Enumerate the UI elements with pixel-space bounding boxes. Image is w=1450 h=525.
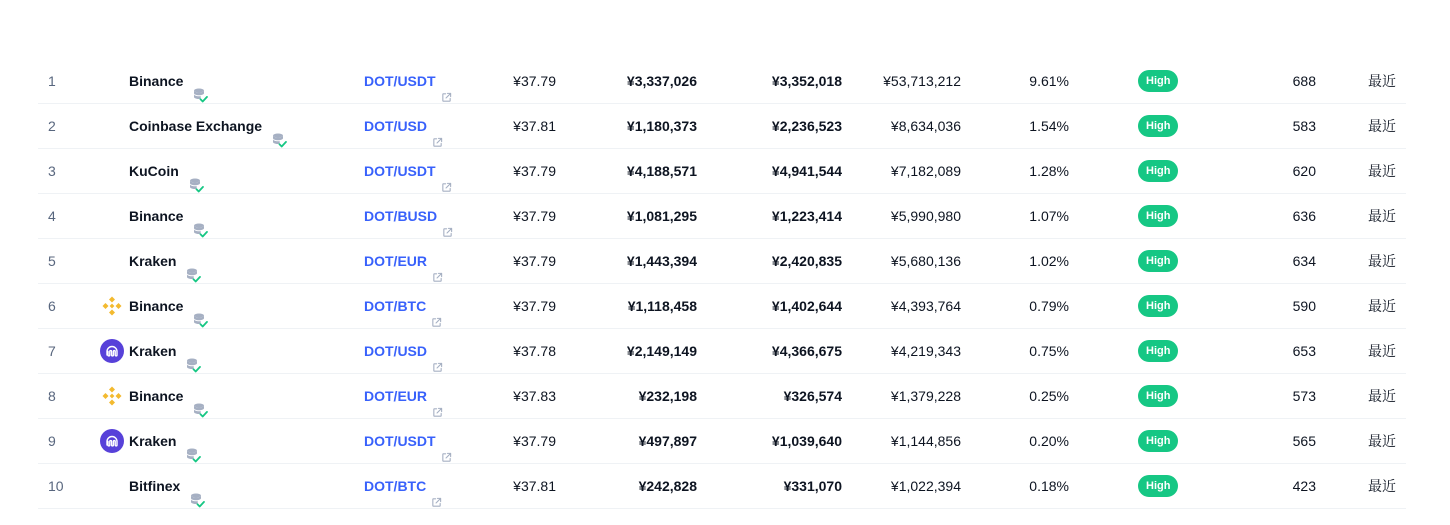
verified-database-icon bbox=[189, 481, 205, 497]
volume-cell: ¥4,219,343 bbox=[890, 343, 961, 359]
verified-database-icon bbox=[185, 256, 201, 272]
verified-database-icon bbox=[185, 436, 201, 452]
price-cell: ¥37.81 bbox=[513, 478, 556, 494]
depth-plus-cell: ¥1,180,373 bbox=[626, 118, 697, 134]
liquidity-score-cell: 565 bbox=[1292, 433, 1316, 449]
volume-cell: ¥4,393,764 bbox=[890, 298, 961, 314]
price-cell: ¥37.83 bbox=[513, 388, 556, 404]
volume-cell: ¥8,634,036 bbox=[890, 118, 961, 134]
external-link-icon[interactable] bbox=[432, 391, 443, 402]
external-link-icon[interactable] bbox=[442, 211, 453, 222]
exchange-name[interactable]: KuCoin bbox=[129, 163, 179, 179]
pair-label[interactable]: DOT/USDT bbox=[364, 73, 436, 89]
confidence-badge[interactable]: High bbox=[1138, 70, 1178, 92]
depth-plus-cell: ¥1,118,458 bbox=[627, 298, 697, 314]
table-row[interactable] bbox=[38, 59, 1406, 104]
rank-cell: 9 bbox=[48, 433, 56, 449]
exchange-link[interactable] bbox=[129, 374, 208, 418]
confidence-badge[interactable]: High bbox=[1138, 295, 1178, 317]
pair-link[interactable] bbox=[364, 284, 442, 328]
price-cell: ¥37.79 bbox=[513, 163, 556, 179]
exchange-name[interactable]: Binance bbox=[129, 208, 184, 224]
exchange-link[interactable] bbox=[129, 329, 201, 373]
exchange-link[interactable] bbox=[129, 464, 205, 508]
depth-plus-cell: ¥4,188,571 bbox=[626, 163, 697, 179]
pair-link[interactable] bbox=[364, 194, 453, 238]
confidence-cell bbox=[1138, 374, 1178, 418]
pair-label[interactable]: DOT/BTC bbox=[364, 478, 427, 494]
price-cell: ¥37.79 bbox=[513, 298, 556, 314]
depth-minus-cell: ¥326,574 bbox=[783, 388, 842, 404]
rank-cell: 3 bbox=[48, 163, 56, 179]
confidence-cell bbox=[1138, 239, 1178, 283]
external-link-icon[interactable] bbox=[441, 436, 452, 447]
exchange-link[interactable] bbox=[129, 149, 204, 193]
confidence-badge[interactable]: High bbox=[1138, 115, 1178, 137]
volume-cell: ¥1,379,228 bbox=[890, 388, 961, 404]
liquidity-score-cell: 583 bbox=[1292, 118, 1316, 134]
depth-plus-cell: ¥497,897 bbox=[638, 433, 697, 449]
liquidity-score-cell: 636 bbox=[1292, 208, 1316, 224]
depth-plus-cell: ¥3,337,026 bbox=[626, 73, 697, 89]
price-cell: ¥37.78 bbox=[513, 343, 556, 359]
confidence-cell bbox=[1138, 194, 1178, 238]
external-link-icon[interactable] bbox=[441, 166, 452, 177]
updated-cell: 最近 bbox=[1368, 298, 1396, 314]
depth-plus-cell: ¥1,443,394 bbox=[626, 253, 697, 269]
volume-cell: ¥7,182,089 bbox=[890, 163, 961, 179]
verified-database-icon bbox=[192, 391, 208, 407]
table-row[interactable] bbox=[38, 464, 1406, 509]
price-cell: ¥37.79 bbox=[513, 253, 556, 269]
volume-share-cell: 0.79% bbox=[1029, 298, 1069, 314]
confidence-badge[interactable]: High bbox=[1138, 385, 1178, 407]
exchange-name[interactable]: Binance bbox=[129, 73, 184, 89]
liquidity-score-cell: 688 bbox=[1292, 73, 1316, 89]
price-cell: ¥37.79 bbox=[513, 73, 556, 89]
depth-minus-cell: ¥3,352,018 bbox=[771, 73, 842, 89]
confidence-badge[interactable]: High bbox=[1138, 205, 1178, 227]
confidence-cell bbox=[1138, 149, 1178, 193]
depth-minus-cell: ¥4,366,675 bbox=[771, 343, 842, 359]
rank-cell: 8 bbox=[48, 388, 56, 404]
rank-cell: 7 bbox=[48, 343, 56, 359]
confidence-badge[interactable]: High bbox=[1138, 340, 1178, 362]
liquidity-score-cell: 423 bbox=[1292, 478, 1316, 494]
kraken-logo-icon bbox=[100, 339, 124, 363]
exchange-link[interactable] bbox=[129, 59, 208, 103]
verified-database-icon bbox=[185, 346, 201, 362]
updated-cell: 最近 bbox=[1368, 163, 1396, 179]
exchange-name[interactable]: Kraken bbox=[129, 433, 177, 449]
pair-link[interactable] bbox=[364, 374, 443, 418]
volume-cell: ¥5,990,980 bbox=[890, 208, 961, 224]
exchange-name[interactable]: Kraken bbox=[129, 253, 177, 269]
depth-minus-cell: ¥331,070 bbox=[783, 478, 842, 494]
exchange-name[interactable]: Binance bbox=[129, 298, 184, 314]
confidence-badge[interactable]: High bbox=[1138, 475, 1178, 497]
volume-share-cell: 1.07% bbox=[1029, 208, 1069, 224]
depth-plus-cell: ¥242,828 bbox=[638, 478, 697, 494]
confidence-badge[interactable]: High bbox=[1138, 160, 1178, 182]
liquidity-score-cell: 573 bbox=[1292, 388, 1316, 404]
liquidity-score-cell: 653 bbox=[1292, 343, 1316, 359]
confidence-cell bbox=[1138, 329, 1178, 373]
volume-share-cell: 1.02% bbox=[1029, 253, 1069, 269]
depth-minus-cell: ¥2,420,835 bbox=[771, 253, 842, 269]
pair-label[interactable]: DOT/BTC bbox=[364, 298, 427, 314]
exchange-link[interactable] bbox=[129, 104, 287, 148]
updated-cell: 最近 bbox=[1368, 433, 1396, 449]
pair-label[interactable]: DOT/EUR bbox=[364, 388, 427, 404]
updated-cell: 最近 bbox=[1368, 73, 1396, 89]
table-row[interactable] bbox=[38, 419, 1406, 464]
confidence-cell bbox=[1138, 419, 1178, 463]
pair-label[interactable]: DOT/EUR bbox=[364, 253, 427, 269]
exchange-link[interactable] bbox=[129, 239, 201, 283]
depth-plus-cell: ¥2,149,149 bbox=[626, 343, 697, 359]
rank-cell: 1 bbox=[48, 73, 56, 89]
liquidity-score-cell: 620 bbox=[1292, 163, 1316, 179]
volume-share-cell: 0.18% bbox=[1029, 478, 1069, 494]
updated-cell: 最近 bbox=[1368, 343, 1396, 359]
volume-share-cell: 1.54% bbox=[1029, 118, 1069, 134]
pair-label[interactable]: DOT/USDT bbox=[364, 433, 436, 449]
depth-plus-cell: ¥1,081,295 bbox=[626, 208, 697, 224]
volume-share-cell: 0.20% bbox=[1029, 433, 1069, 449]
depth-minus-cell: ¥1,223,414 bbox=[771, 208, 842, 224]
exchange-link[interactable] bbox=[129, 194, 208, 238]
exchange-name[interactable]: Bitfinex bbox=[129, 478, 181, 494]
confidence-cell bbox=[1138, 59, 1178, 103]
pair-link[interactable] bbox=[364, 419, 452, 463]
exchange-name[interactable]: Coinbase Exchange bbox=[129, 118, 263, 134]
verified-database-icon bbox=[192, 211, 208, 227]
external-link-icon[interactable] bbox=[432, 256, 443, 267]
table-row[interactable] bbox=[38, 329, 1406, 374]
table-row[interactable] bbox=[38, 284, 1406, 329]
exchange-link[interactable] bbox=[129, 284, 208, 328]
updated-cell: 最近 bbox=[1368, 388, 1396, 404]
pair-label[interactable]: DOT/USD bbox=[364, 118, 427, 134]
confidence-badge[interactable]: High bbox=[1138, 430, 1178, 452]
volume-share-cell: 0.75% bbox=[1029, 343, 1069, 359]
confidence-cell bbox=[1138, 464, 1178, 508]
binance-logo-icon bbox=[100, 294, 124, 318]
pair-link[interactable] bbox=[364, 104, 443, 148]
verified-database-icon bbox=[192, 301, 208, 317]
confidence-badge[interactable]: High bbox=[1138, 250, 1178, 272]
pair-link[interactable] bbox=[364, 59, 452, 103]
table-row[interactable] bbox=[38, 104, 1406, 149]
pair-link[interactable] bbox=[364, 329, 443, 373]
table-row[interactable] bbox=[38, 239, 1406, 284]
depth-plus-cell: ¥232,198 bbox=[638, 388, 697, 404]
verified-database-icon bbox=[188, 166, 204, 182]
table-row[interactable] bbox=[38, 194, 1406, 239]
pair-label[interactable]: DOT/BUSD bbox=[364, 208, 438, 224]
external-link-icon[interactable] bbox=[432, 346, 443, 357]
confidence-cell bbox=[1138, 284, 1178, 328]
volume-share-cell: 0.25% bbox=[1029, 388, 1069, 404]
external-link-icon[interactable] bbox=[431, 301, 442, 312]
volume-cell: ¥5,680,136 bbox=[890, 253, 961, 269]
exchange-name[interactable]: Kraken bbox=[129, 343, 177, 359]
verified-database-icon bbox=[271, 121, 287, 137]
volume-cell: ¥53,713,212 bbox=[883, 73, 961, 89]
rank-cell: 6 bbox=[48, 298, 56, 314]
exchange-name[interactable]: Binance bbox=[129, 388, 184, 404]
volume-cell: ¥1,022,394 bbox=[890, 478, 961, 494]
rank-cell: 10 bbox=[48, 478, 64, 494]
depth-minus-cell: ¥4,941,544 bbox=[771, 163, 842, 179]
price-cell: ¥37.79 bbox=[513, 208, 556, 224]
pair-label[interactable]: DOT/USD bbox=[364, 343, 427, 359]
rank-cell: 5 bbox=[48, 253, 56, 269]
price-cell: ¥37.79 bbox=[513, 433, 556, 449]
verified-database-icon bbox=[192, 76, 208, 92]
binance-logo-icon bbox=[100, 384, 124, 408]
external-link-icon[interactable] bbox=[432, 121, 443, 132]
rank-cell: 2 bbox=[48, 118, 56, 134]
confidence-cell bbox=[1138, 104, 1178, 148]
markets-table bbox=[38, 59, 1406, 509]
price-cell: ¥37.81 bbox=[513, 118, 556, 134]
updated-cell: 最近 bbox=[1368, 208, 1396, 224]
kraken-logo-icon bbox=[100, 429, 124, 453]
volume-share-cell: 1.28% bbox=[1029, 163, 1069, 179]
depth-minus-cell: ¥1,039,640 bbox=[771, 433, 842, 449]
pair-label[interactable]: DOT/USDT bbox=[364, 163, 436, 179]
liquidity-score-cell: 634 bbox=[1292, 253, 1316, 269]
depth-minus-cell: ¥1,402,644 bbox=[771, 298, 842, 314]
pair-link[interactable] bbox=[364, 149, 452, 193]
table-row[interactable] bbox=[38, 374, 1406, 419]
volume-cell: ¥1,144,856 bbox=[890, 433, 961, 449]
pair-link[interactable] bbox=[364, 464, 442, 508]
external-link-icon[interactable] bbox=[431, 481, 442, 492]
liquidity-score-cell: 590 bbox=[1292, 298, 1316, 314]
updated-cell: 最近 bbox=[1368, 253, 1396, 269]
depth-minus-cell: ¥2,236,523 bbox=[771, 118, 842, 134]
rank-cell: 4 bbox=[48, 208, 56, 224]
external-link-icon[interactable] bbox=[441, 76, 452, 87]
volume-share-cell: 9.61% bbox=[1029, 73, 1069, 89]
exchange-link[interactable] bbox=[129, 419, 201, 463]
updated-cell: 最近 bbox=[1368, 478, 1396, 494]
updated-cell: 最近 bbox=[1368, 118, 1396, 134]
table-row[interactable] bbox=[38, 149, 1406, 194]
pair-link[interactable] bbox=[364, 239, 443, 283]
